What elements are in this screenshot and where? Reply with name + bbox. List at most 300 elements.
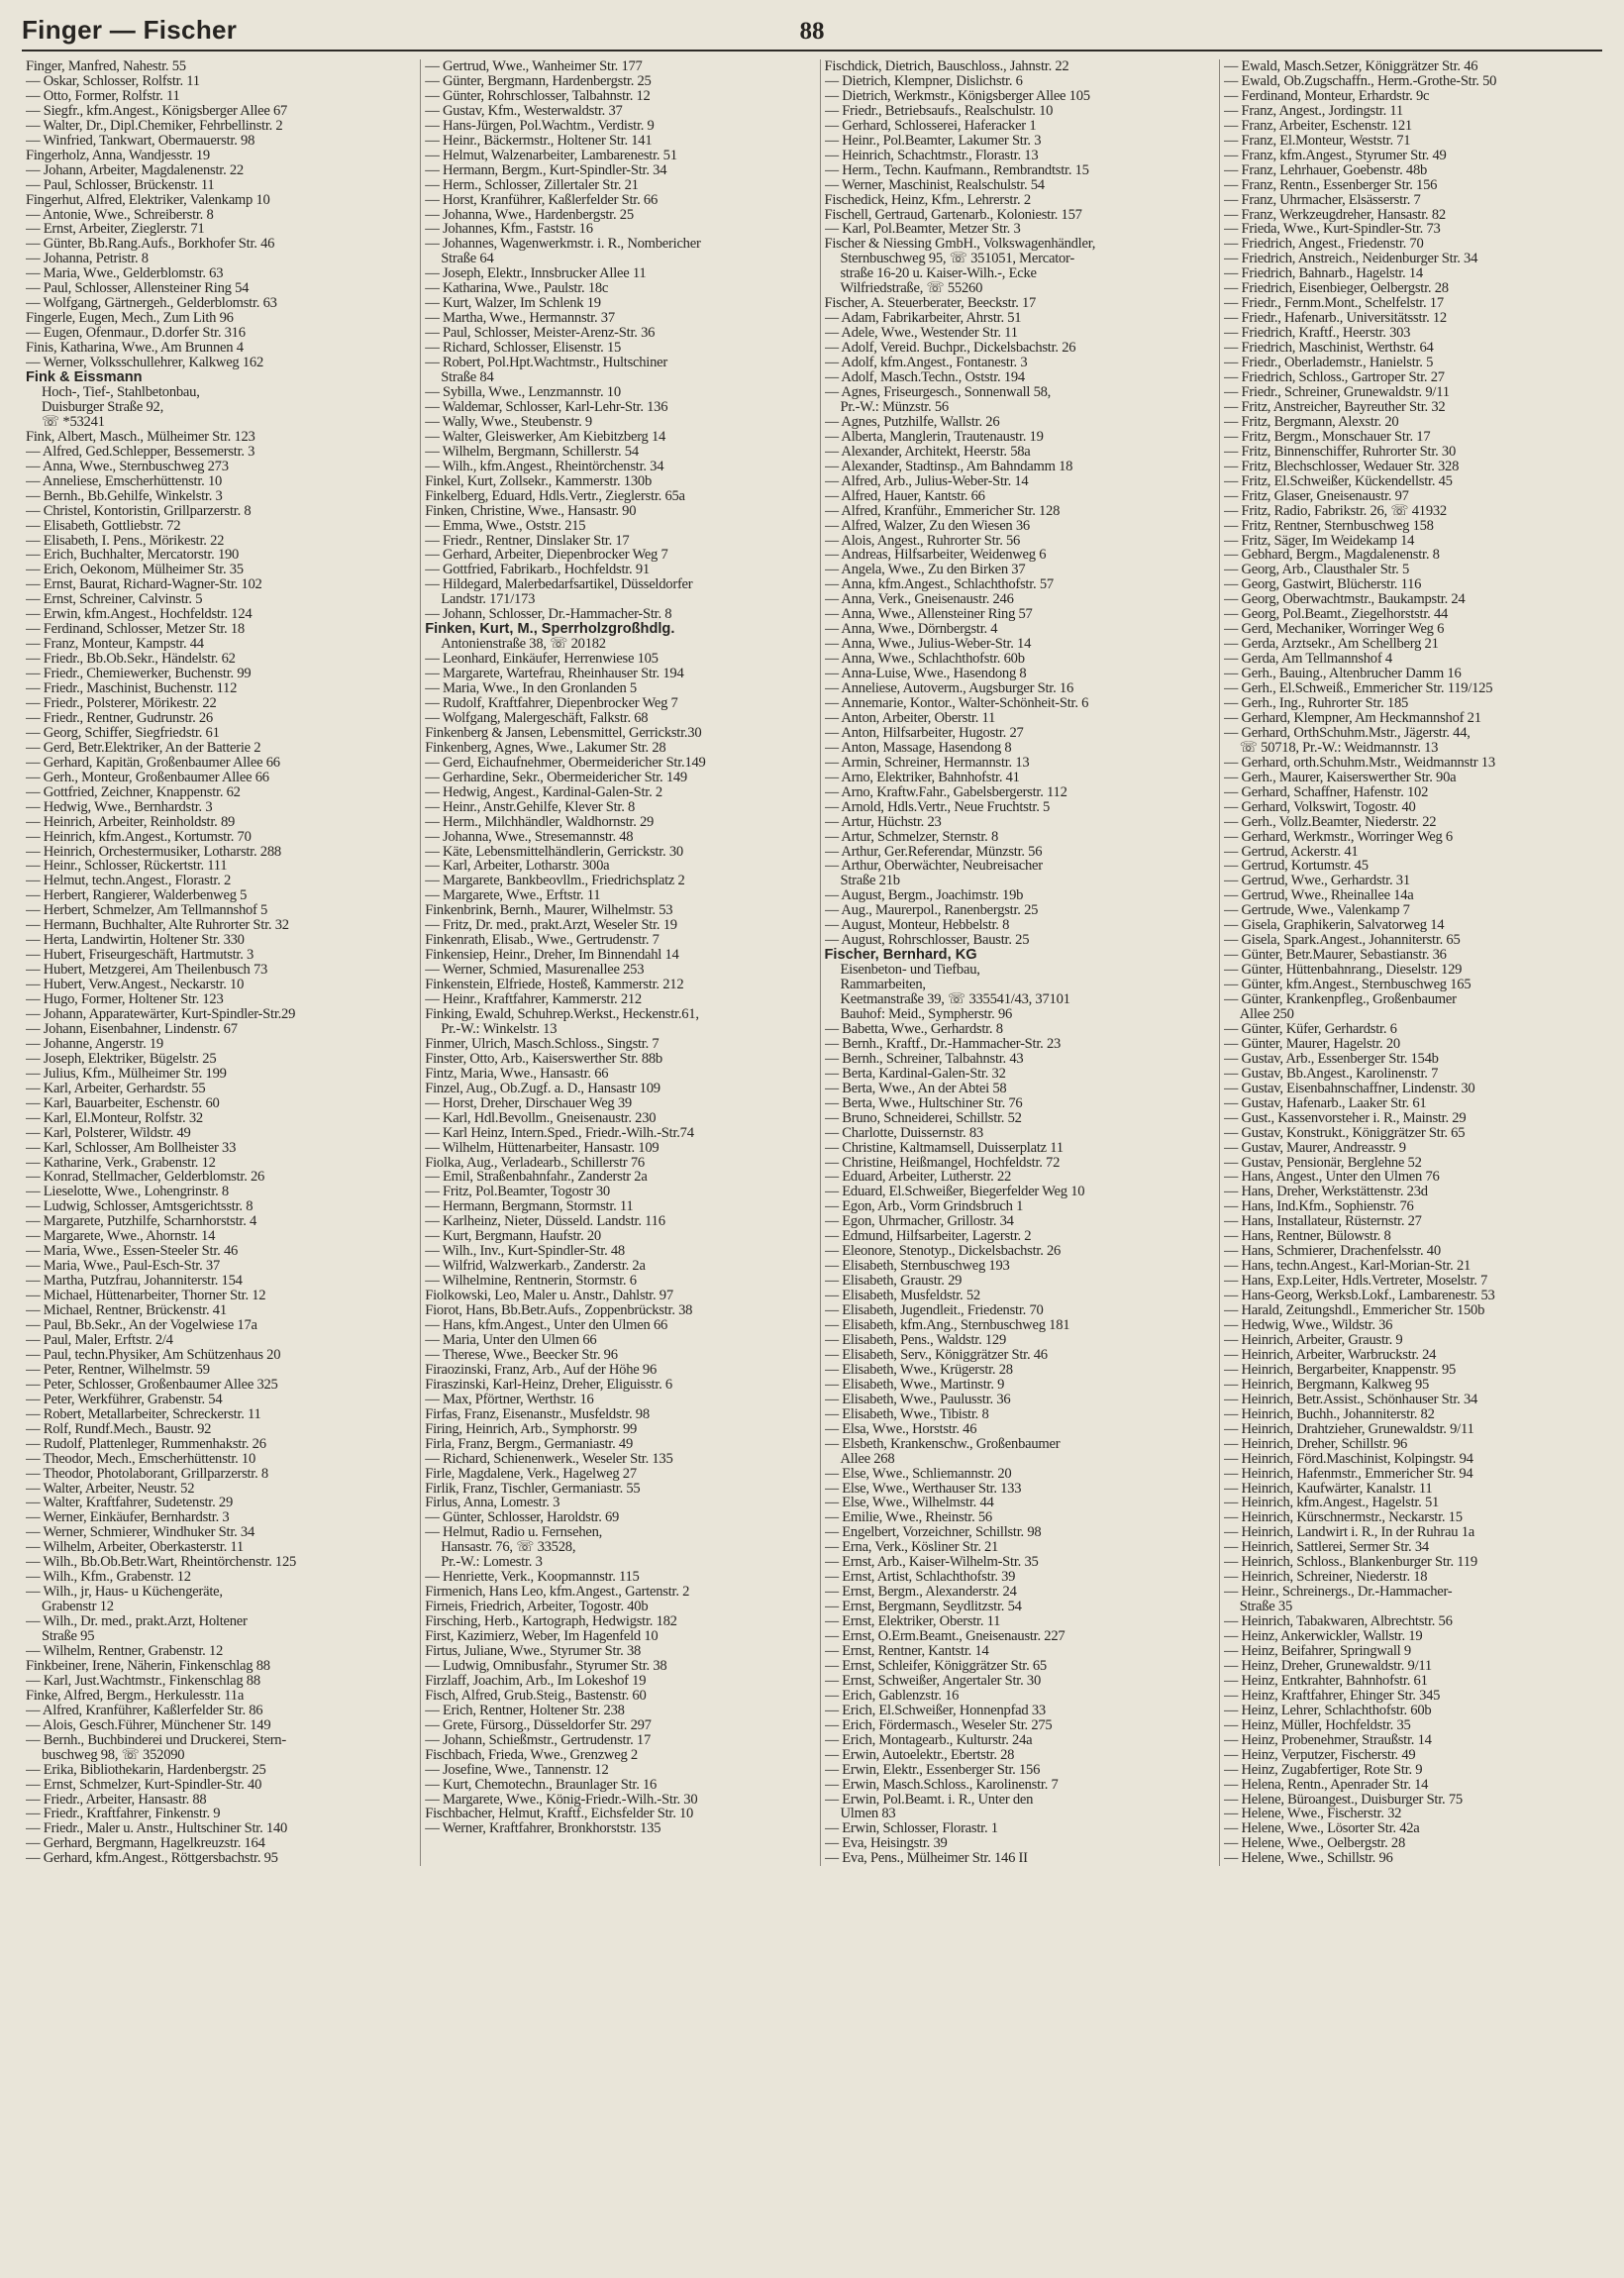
- directory-entry: — Else, Wwe., Werthauser Str. 133: [824, 1481, 1022, 1497]
- directory-entry: Firneis, Friedrich, Arbeiter, Togostr. 40b: [425, 1600, 649, 1615]
- directory-entry: — Ernst, Bergm., Alexanderstr. 24: [824, 1585, 1017, 1601]
- directory-entry: — Heinr., Kraftfahrer, Kammerstr. 212: [425, 992, 642, 1007]
- directory-entry: Finke, Alfred, Bergm., Herkulesstr. 11a: [26, 1688, 245, 1704]
- directory-entry: — Hans, kfm.Angest., Unter den Ulmen 66: [425, 1318, 668, 1333]
- directory-entry: — Alfred, Ged.Schlepper, Bessemerstr. 3: [26, 444, 255, 460]
- directory-entry: — Heinrich, Hafenmstr., Emmericher Str. 94: [1223, 1466, 1473, 1482]
- directory-entry: — Heinrich, Sattlerei, Sermer Str. 34: [1223, 1540, 1429, 1556]
- directory-entry: Fischer & Niessing GmbH., Volkswagenhändler,: [824, 237, 1096, 253]
- directory-entry: — Gerhard, Bergmann, Hagelkreuzstr. 164: [26, 1836, 265, 1852]
- directory-entry: — Hermann, Buchhalter, Alte Ruhrorter Str. 32: [26, 918, 289, 934]
- directory-entry: — Alberta, Manglerin, Trautenaustr. 19: [824, 429, 1044, 445]
- directory-entry: — Elisabeth, I. Pens., Mörikestr. 22: [26, 533, 225, 549]
- directory-entry: — Gerh., Ing., Ruhrorter Str. 185: [1223, 695, 1409, 711]
- directory-entry: — Antonie, Wwe., Schreiberstr. 8: [26, 207, 214, 223]
- directory-entry: — Erwin, Schlosser, Florastr. 1: [824, 1821, 998, 1837]
- directory-entry: — Gerhard, kfm.Angest., Röttgersbachstr. 95: [26, 1851, 278, 1867]
- directory-entry: — Erich, El.Schweißer, Honnenpfad 33: [824, 1703, 1046, 1718]
- directory-entry: — Karl Heinz, Intern.Sped., Friedr.-Wilh.-Str.74: [425, 1125, 694, 1141]
- directory-entry: — Egon, Uhrmacher, Grillostr. 34: [824, 1214, 1014, 1230]
- directory-entry: — Friedr., Rentner, Dinslaker Str. 17: [425, 533, 630, 549]
- directory-entry: — Erwin, Elektr., Essenberger Str. 156: [824, 1762, 1041, 1778]
- directory-entry: — Helene, Wwe., Schillstr. 96: [1223, 1851, 1393, 1867]
- directory-entry: — Johann, Schießmstr., Gertrudenstr. 17: [425, 1732, 652, 1748]
- directory-entry: Fink, Albert, Masch., Mülheimer Str. 123: [26, 429, 255, 445]
- directory-entry: — Wilhelm, Hüttenarbeiter, Hansastr. 109: [425, 1140, 660, 1156]
- directory-entry: — Alfred, Hauer, Kantstr. 66: [824, 488, 985, 504]
- directory-entry: — Alois, Gesch.Führer, Münchener Str. 149: [26, 1717, 271, 1733]
- directory-entry: — Karl, Arbeiter, Lotharstr. 300a: [425, 859, 610, 875]
- entry-continuation: Grabenstr 12: [42, 1600, 114, 1615]
- directory-entry: — Heinr., Schlosser, Rückertstr. 111: [26, 859, 228, 875]
- directory-entry: — Elisabeth, Wwe., Martinstr. 9: [824, 1377, 1005, 1393]
- directory-entry: — Heinrich, Landwirt i. R., In der Ruhrau 1a: [1223, 1525, 1474, 1541]
- directory-entry: — Karl, El.Monteur, Rolfstr. 32: [26, 1110, 203, 1126]
- directory-entry: — Adele, Wwe., Westender Str. 11: [824, 326, 1018, 342]
- directory-entry: — Gerhard, Volkswirt, Togostr. 40: [1223, 799, 1416, 815]
- entry-continuation: Eisenbeton- und Tiefbau,: [840, 963, 980, 979]
- directory-entry: — Waldemar, Schlosser, Karl-Lehr-Str. 136: [425, 399, 668, 415]
- directory-entry: — Ernst, Bergmann, Seydlitzstr. 54: [824, 1600, 1022, 1615]
- directory-entry: — Herm., Milchhändler, Waldhornstr. 29: [425, 814, 655, 830]
- directory-entry: Finis, Katharina, Wwe., Am Brunnen 4: [26, 341, 244, 357]
- directory-entry: — Franz, Arbeiter, Eschenstr. 121: [1223, 118, 1412, 134]
- directory-entry: — Wilhelm, Arbeiter, Oberkasterstr. 11: [26, 1540, 244, 1556]
- directory-entry: — Adolf, Vereid. Buchpr., Dickelsbachstr. 26: [824, 341, 1076, 357]
- directory-entry: — Johanna, Wwe., Stresemannstr. 48: [425, 829, 634, 845]
- directory-entry: — Michael, Hüttenarbeiter, Thorner Str. 12: [26, 1289, 266, 1304]
- directory-entry: — Gerhard, Werkmstr., Worringer Weg 6: [1223, 829, 1453, 845]
- directory-entry: — Konrad, Stellmacher, Gelderblomstr. 26: [26, 1170, 265, 1186]
- directory-entry: — Friedrich, Kraftf., Heerstr. 303: [1223, 326, 1411, 342]
- directory-entry: — Walter, Arbeiter, Neustr. 52: [26, 1481, 195, 1497]
- directory-entry: — Franz, Werkzeugdreher, Hansastr. 82: [1223, 207, 1446, 223]
- directory-entry: — Friedr., Maler u. Anstr., Hultschiner Str. 140: [26, 1821, 288, 1837]
- directory-entry: — Ernst, O.Erm.Beamt., Gneisenaustr. 227: [824, 1629, 1066, 1644]
- directory-entry: Fingerle, Eugen, Mech., Zum Lith 96: [26, 311, 234, 327]
- directory-entry: — Gerh., El.Schweiß., Emmericher Str. 119/125: [1223, 681, 1493, 696]
- entry-continuation: Sternbuschweg 95, ☏ 351051, Mercator-: [840, 252, 1074, 267]
- directory-entry: — Hubert, Friseurgeschäft, Hartmutstr. 3: [26, 948, 254, 964]
- directory-entry: — Fritz, Glaser, Gneisenaustr. 97: [1223, 488, 1409, 504]
- directory-entry: — Maria, Unter den Ulmen 66: [425, 1332, 597, 1348]
- directory-entry: — Gerhard, Kapitän, Großenbaumer Allee 66: [26, 755, 280, 771]
- directory-entry: — Anna, kfm.Angest., Schlachthofstr. 57: [824, 577, 1054, 593]
- directory-entry: — Berta, Wwe., An der Abtei 58: [824, 1081, 1007, 1096]
- directory-entry: — Käte, Lebensmittelhändlerin, Gerrickstr. 30: [425, 844, 683, 860]
- directory-entry: — Georg, Schiffer, Siegfriedstr. 61: [26, 725, 220, 741]
- directory-entry: — Franz, El.Monteur, Weststr. 71: [1223, 133, 1411, 149]
- directory-entry: — Margarete, Putzhilfe, Scharnhorststr. 4: [26, 1214, 257, 1230]
- directory-entry: — Katharine, Verk., Grabenstr. 12: [26, 1155, 216, 1171]
- directory-entry: — Alfred, Kranführer, Kaßlerfelder Str. 86: [26, 1703, 263, 1718]
- directory-entry: — Friedr., Schreiner, Grunewaldstr. 9/11: [1223, 384, 1450, 400]
- directory-entry: — Kurt, Chemotechn., Braunlager Str. 16: [425, 1777, 658, 1793]
- directory-entry: — Horst, Dreher, Dirschauer Weg 39: [425, 1095, 632, 1111]
- directory-entry: — Erich, Oekonom, Mülheimer Str. 35: [26, 563, 244, 578]
- directory-entry: — Josefine, Wwe., Tannenstr. 12: [425, 1762, 609, 1778]
- directory-entry: — Eduard, Arbeiter, Lutherstr. 22: [824, 1170, 1012, 1186]
- directory-entry: — Werner, Kraftfahrer, Bronkhorststr. 135: [425, 1821, 661, 1837]
- directory-entry: — Friedr., Chemiewerker, Buchenstr. 99: [26, 667, 252, 682]
- running-title: Finger — Fischer: [22, 15, 238, 45]
- directory-entry: — Wolfgang, Malergeschäft, Falkstr. 68: [425, 710, 649, 726]
- directory-entry: — Friedrich, Anstreich., Neidenburger Str. 34: [1223, 252, 1478, 267]
- directory-entry: — Elisabeth, Serv., Königgrätzer Str. 46: [824, 1347, 1048, 1363]
- directory-entry: — Hans, Rentner, Bülowstr. 8: [1223, 1229, 1391, 1245]
- directory-entry: — Elsa, Wwe., Horststr. 46: [824, 1421, 977, 1437]
- directory-entry: — Lieselotte, Wwe., Lohengrinstr. 8: [26, 1185, 229, 1200]
- directory-entry: — Gerh., Monteur, Großenbaumer Allee 66: [26, 770, 269, 785]
- directory-entry: Finkbeiner, Irene, Näherin, Finkenschlag 88: [26, 1658, 270, 1674]
- directory-entry: — Gustav, Konstrukt., Königgrätzer Str. 65: [1223, 1125, 1466, 1141]
- directory-entry: — Wilhelm, Bergmann, Schillerstr. 54: [425, 444, 639, 460]
- directory-entry: — Alexander, Stadtinsp., Am Bahndamm 18: [824, 459, 1073, 474]
- directory-entry: — Johannes, Wagenwerkmstr. i. R., Nombericher: [425, 237, 701, 253]
- directory-entry: — Gerhard, Schaffner, Hafenstr. 102: [1223, 784, 1429, 800]
- directory-entry: — Gerda, Arztsekr., Am Schellberg 21: [1223, 637, 1439, 653]
- directory-entry: — Hans, Dreher, Werkstättenstr. 23d: [1223, 1185, 1428, 1200]
- entry-continuation: Keetmanstraße 39, ☏ 335541/43, 37101: [840, 992, 1070, 1007]
- directory-entry: — Arno, Kraftw.Fahr., Gabelsbergerstr. 112: [824, 784, 1067, 800]
- directory-entry: Finzel, Aug., Ob.Zugf. a. D., Hansastr 109: [425, 1081, 660, 1096]
- entry-continuation: Bauhof: Meid., Sympherstr. 96: [840, 1007, 1013, 1022]
- directory-entry: — Gustav, Pensionär, Berglehne 52: [1223, 1155, 1422, 1171]
- directory-entry: — Max, Pförtner, Werthstr. 16: [425, 1392, 594, 1407]
- directory-entry: — Heinrich, Arbeiter, Warbruckstr. 24: [1223, 1347, 1437, 1363]
- directory-entry: — Peter, Rentner, Wilhelmstr. 59: [26, 1362, 210, 1378]
- directory-entry: — Heinz, Verputzer, Fischerstr. 49: [1223, 1747, 1416, 1763]
- directory-entry: — Ernst, Schmelzer, Kurt-Spindler-Str. 40: [26, 1777, 262, 1793]
- directory-entry: — Johannes, Kfm., Faststr. 16: [425, 222, 593, 238]
- directory-entry: — Margarete, Wwe., König-Friedr.-Wilh.-Str. 30: [425, 1792, 698, 1808]
- directory-entry: — Berta, Wwe., Hultschiner Str. 76: [824, 1095, 1023, 1111]
- entry-continuation: buschweg 98, ☏ 352090: [42, 1747, 185, 1763]
- directory-entry: Firfas, Franz, Eisenanstr., Musfeldstr. 98: [425, 1406, 650, 1422]
- directory-entry: — Herbert, Schmelzer, Am Tellmannshof 5: [26, 903, 268, 919]
- directory-entry: — Heinrich, Arbeiter, Reinholdstr. 89: [26, 814, 236, 830]
- directory-entry: — Ferdinand, Monteur, Erhardstr. 9c: [1223, 88, 1430, 104]
- directory-entry: — Alfred, Walzer, Zu den Wiesen 36: [824, 518, 1030, 534]
- directory-entry: — Helena, Rentn., Apenrader Str. 14: [1223, 1777, 1429, 1793]
- directory-entry: — Heinrich, Förd.Maschinist, Kolpingstr. 94: [1223, 1451, 1473, 1467]
- directory-entry: — Johann, Apparatewärter, Kurt-Spindler-Str.29: [26, 1007, 296, 1022]
- directory-entry: — Karl, Just.Wachtmstr., Finkenschlag 88: [26, 1673, 260, 1689]
- directory-entry: — Heinz, Zugabfertiger, Rote Str. 9: [1223, 1762, 1423, 1778]
- directory-entry: — Hans, Schmierer, Drachenfelsstr. 40: [1223, 1244, 1441, 1260]
- directory-entry: — Johann, Arbeiter, Magdalenenstr. 22: [26, 162, 244, 178]
- directory-entry: — Hans, Installateur, Rüsternstr. 27: [1223, 1214, 1422, 1230]
- directory-entry: — Günter, Schlosser, Haroldstr. 69: [425, 1510, 620, 1526]
- directory-entry: — Otto, Former, Rolfstr. 11: [26, 88, 180, 104]
- directory-entry: — Günter, Bergmann, Hardenbergstr. 25: [425, 73, 652, 89]
- directory-column-1: [22, 59, 404, 1866]
- directory-entry: — Johann, Schlosser, Dr.-Hammacher-Str. 8: [425, 607, 672, 623]
- directory-entry: — Agnes, Putzhilfe, Wallstr. 26: [824, 414, 1000, 430]
- directory-entry: Firtus, Juliane, Wwe., Styrumer Str. 38: [425, 1643, 642, 1659]
- directory-entry: — Gottfried, Fabrikarb., Hochfeldstr. 91: [425, 563, 650, 578]
- directory-entry: — Walter, Gleiswerker, Am Kiebitzberg 14: [425, 429, 666, 445]
- directory-entry: — Ernst, Rentner, Kantstr. 14: [824, 1643, 989, 1659]
- directory-entry: — Gisela, Graphikerin, Salvatorweg 14: [1223, 918, 1445, 934]
- directory-entry: First, Kazimierz, Weber, Im Hagenfeld 10: [425, 1629, 659, 1644]
- directory-entry: — Elisabeth, Wwe., Tibistr. 8: [824, 1406, 989, 1422]
- directory-entry: — Karl, Bauarbeiter, Eschenstr. 60: [26, 1095, 220, 1111]
- directory-entry: — Gerhard, Arbeiter, Diepenbrocker Weg 7: [425, 548, 668, 564]
- directory-entry: — Peter, Schlosser, Großenbaumer Allee 325: [26, 1377, 278, 1393]
- directory-entry: Finking, Ewald, Schuhrep.Werkst., Heckenstr.61,: [425, 1007, 699, 1022]
- directory-entry: Firle, Magdalene, Verk., Hagelweg 27: [425, 1466, 637, 1482]
- directory-entry: Finger, Manfred, Nahestr. 55: [26, 59, 186, 74]
- directory-entry: — Heinz, Beifahrer, Springwall 9: [1223, 1643, 1411, 1659]
- directory-entry: — Siegfr., kfm.Angest., Königsberger Allee 67: [26, 103, 288, 119]
- directory-entry: Firlik, Franz, Tischler, Germaniastr. 55: [425, 1481, 641, 1497]
- directory-entry: — Wilh., jr, Haus- u Küchengeräte,: [26, 1585, 223, 1601]
- entry-continuation: Straße 95: [42, 1629, 95, 1644]
- directory-entry: — Elisabeth, Wwe., Krügerstr. 28: [824, 1362, 1013, 1378]
- directory-entry: — Erich, Fördermasch., Weseler Str. 275: [824, 1717, 1053, 1733]
- directory-entry: — Erna, Verk., Kösliner Str. 21: [824, 1540, 999, 1556]
- entry-continuation: Landstr. 171/173: [441, 592, 536, 608]
- directory-entry: Finkenrath, Elisab., Wwe., Gertrudenstr. 7: [425, 933, 660, 949]
- directory-entry: — Heinr., Bäckermstr., Holtener Str. 141: [425, 133, 653, 149]
- directory-entry: — Gertrud, Wwe., Rheinallee 14a: [1223, 888, 1414, 904]
- directory-entry: — Werner, Volksschullehrer, Kalkweg 162: [26, 356, 264, 371]
- directory-entry: — Katharina, Wwe., Paulstr. 18c: [425, 281, 609, 297]
- directory-entry: Finkenstein, Elfriede, Hosteß, Kammerstr. 212: [425, 978, 684, 993]
- directory-entry: — Heinz, Lehrer, Schlachthofstr. 60b: [1223, 1703, 1432, 1718]
- directory-entry: — Christine, Heißmangel, Hochfeldstr. 72: [824, 1155, 1061, 1171]
- directory-entry: — Elisabeth, kfm.Ang., Sternbuschweg 181: [824, 1318, 1070, 1333]
- directory-entry: — Friedrich, Schloss., Gartroper Str. 27: [1223, 370, 1445, 385]
- directory-entry: — Johann, Eisenbahner, Lindenstr. 67: [26, 1021, 238, 1037]
- directory-entry: Finkenbrink, Bernh., Maurer, Wilhelmstr. 53: [425, 903, 673, 919]
- directory-entry: Fiorot, Hans, Bb.Betr.Aufs., Zoppenbrückstr. 38: [425, 1303, 693, 1319]
- directory-entry: Firaszinski, Karl-Heinz, Dreher, Eliguisstr. 6: [425, 1377, 672, 1393]
- directory-entry: — Elisabeth, Wwe., Paulusstr. 36: [824, 1392, 1011, 1407]
- entry-continuation: Straße 84: [441, 370, 494, 385]
- directory-entry: — Ewald, Masch.Setzer, Königgrätzer Str. 46: [1223, 59, 1478, 74]
- directory-entry: — Adam, Fabrikarbeiter, Ahrstr. 51: [824, 311, 1022, 327]
- directory-entry: — Wilh., Inv., Kurt-Spindler-Str. 48: [425, 1244, 625, 1260]
- directory-entry: — Hans, techn.Angest., Karl-Morian-Str. 21: [1223, 1259, 1472, 1275]
- directory-entry: — Heinz, Müller, Hochfeldstr. 35: [1223, 1717, 1411, 1733]
- directory-entry: — Else, Wwe., Wilhelmstr. 44: [824, 1496, 994, 1511]
- directory-entry: — Fritz, Rentner, Sternbuschweg 158: [1223, 518, 1434, 534]
- firm-entry-heading: Fischer, Bernhard, KG: [824, 948, 977, 964]
- directory-entry: — Werner, Schmierer, Windhuker Str. 34: [26, 1525, 255, 1541]
- directory-entry: — Franz, kfm.Angest., Styrumer Str. 49: [1223, 148, 1447, 163]
- directory-entry: — Hermann, Bergm., Kurt-Spindler-Str. 34: [425, 162, 667, 178]
- directory-entry: — Egon, Arb., Vorm Grindsbruch 1: [824, 1199, 1024, 1215]
- directory-entry: — Andreas, Hilfsarbeiter, Weidenweg 6: [824, 548, 1047, 564]
- directory-entry: Finkel, Kurt, Zollsekr., Kammerstr. 130b: [425, 473, 652, 489]
- directory-entry: — Fritz, Radio, Fabrikstr. 26, ☏ 41932: [1223, 503, 1447, 519]
- directory-entry: — Fritz, Bergm., Monschauer Str. 17: [1223, 429, 1431, 445]
- directory-entry: — Friedr., Fernm.Mont., Schelfelstr. 17: [1223, 296, 1444, 312]
- directory-entry: — Maria, Wwe., Essen-Steeler Str. 46: [26, 1244, 239, 1260]
- directory-entry: — Friedrich, Maschinist, Werthstr. 64: [1223, 341, 1434, 357]
- directory-entry: — Heinrich, Tabakwaren, Albrechtstr. 56: [1223, 1614, 1453, 1630]
- entry-continuation: Rammarbeiten,: [840, 978, 926, 993]
- directory-entry: — Gerd, Betr.Elektriker, An der Batterie 2: [26, 740, 261, 756]
- directory-entry: — Wilhelmine, Rentnerin, Stormstr. 6: [425, 1274, 637, 1290]
- directory-entry: — Werner, Einkäufer, Bernhardstr. 3: [26, 1510, 230, 1526]
- directory-entry: — Günter, Küfer, Gerhardstr. 6: [1223, 1021, 1397, 1037]
- directory-entry: — Christel, Kontoristin, Grillparzerstr. 8: [26, 503, 252, 519]
- directory-entry: — Ernst, Schreiner, Calvinstr. 5: [26, 592, 203, 608]
- directory-entry: — Helene, Wwe., Oelbergstr. 28: [1223, 1836, 1406, 1852]
- directory-entry: — Ferdinand, Schlosser, Metzer Str. 18: [26, 622, 245, 638]
- entry-continuation: Duisburger Straße 92,: [42, 399, 163, 415]
- directory-entry: — Harald, Zeitungshdl., Emmericher Str. 150b: [1223, 1303, 1485, 1319]
- directory-entry: Finmer, Ulrich, Masch.Schloss., Singstr. 7: [425, 1036, 660, 1052]
- directory-entry: — Heinrich, Dreher, Schillstr. 96: [1223, 1436, 1408, 1452]
- directory-entry: — Fritz, Anstreicher, Bayreuther Str. 32: [1223, 399, 1446, 415]
- directory-entry: — Heinrich, Bergmann, Kalkweg 95: [1223, 1377, 1430, 1393]
- directory-entry: — Helene, Büroangest., Duisburger Str. 75: [1223, 1792, 1463, 1808]
- directory-entry: — Edmund, Hilfsarbeiter, Lagerstr. 2: [824, 1229, 1032, 1245]
- directory-entry: — Günter, Rohrschlosser, Talbahnstr. 12: [425, 88, 651, 104]
- directory-entry: — Gerhard, orth.Schuhm.Mstr., Weidmannstr 13: [1223, 755, 1495, 771]
- directory-entry: — Herta, Landwirtin, Holtener Str. 330: [26, 933, 245, 949]
- directory-entry: — Johanna, Petristr. 8: [26, 252, 149, 267]
- directory-entry: — Anneliese, Emscherhüttenstr. 10: [26, 473, 223, 489]
- directory-entry: — Bruno, Schneiderei, Schillstr. 52: [824, 1110, 1022, 1126]
- entry-continuation: Pr.-W.: Winkelstr. 13: [441, 1021, 558, 1037]
- directory-entry: — Hubert, Verw.Angest., Neckarstr. 10: [26, 978, 245, 993]
- directory-entry: — Anna, Verk., Gneisenaustr. 246: [824, 592, 1014, 608]
- directory-entry: — Engelbert, Vorzeichner, Schillstr. 98: [824, 1525, 1042, 1541]
- directory-entry: — Hans-Jürgen, Pol.Wachtm., Verdistr. 9: [425, 118, 655, 134]
- directory-entry: — Günter, Maurer, Hagelstr. 20: [1223, 1036, 1400, 1052]
- directory-entry: — Hedwig, Angest., Kardinal-Galen-Str. 2: [425, 784, 662, 800]
- directory-entry: — Margarete, Wwe., Erftstr. 11: [425, 888, 601, 904]
- directory-entry: — Wilh., kfm.Angest., Rheintörchenstr. 34: [425, 459, 664, 474]
- directory-entry: — Ernst, Arbeiter, Zieglerstr. 71: [26, 222, 205, 238]
- directory-entry: — Anna, Wwe., Allensteiner Ring 57: [824, 607, 1033, 623]
- directory-entry: — Karl, Schlosser, Am Bollheister 33: [26, 1140, 237, 1156]
- directory-column-2: [420, 59, 803, 1866]
- directory-entry: — Henriette, Verk., Koopmannstr. 115: [425, 1570, 640, 1586]
- directory-entry: — Wilh., Dr. med., prakt.Arzt, Holtener: [26, 1614, 248, 1630]
- directory-entry: — Richard, Schienenwerk., Weseler Str. 135: [425, 1451, 673, 1467]
- directory-entry: — Margarete, Bankbeovllm., Friedrichsplatz 2: [425, 874, 685, 889]
- directory-entry: — Robert, Metallarbeiter, Schreckerstr. 11: [26, 1406, 261, 1422]
- directory-entry: — Friedr., Kraftfahrer, Finkenstr. 9: [26, 1807, 221, 1822]
- directory-entry: — Elisabeth, Musfeldstr. 52: [824, 1289, 980, 1304]
- directory-entry: — Ernst, Schweißer, Angertaler Str. 30: [824, 1673, 1042, 1689]
- directory-entry: — Heinrich, Schachtmstr., Florastr. 13: [824, 148, 1039, 163]
- directory-entry: — Arthur, Oberwächter, Neubreisacher: [824, 859, 1043, 875]
- directory-entry: — Gerhard, Schlosserei, Haferacker 1: [824, 118, 1037, 134]
- directory-entry: — Gerhard, Klempner, Am Heckmannshof 21: [1223, 710, 1481, 726]
- directory-entry: Fischer, A. Steuerberater, Beeckstr. 17: [824, 296, 1037, 312]
- directory-entry: — Hans, Angest., Unter den Ulmen 76: [1223, 1170, 1440, 1186]
- directory-entry: — Elisabeth, Graustr. 29: [824, 1274, 963, 1290]
- directory-entry: — Wilfrid, Walzwerkarb., Zanderstr. 2a: [425, 1259, 646, 1275]
- directory-entry: — Arnold, Hdls.Vertr., Neue Fruchtstr. 5: [824, 799, 1051, 815]
- directory-entry: — Paul, Bb.Sekr., An der Vogelwiese 17a: [26, 1318, 257, 1333]
- directory-entry: — Heinz, Probenehmer, Straußstr. 14: [1223, 1732, 1432, 1748]
- directory-entry: Fingerholz, Anna, Wandjesstr. 19: [26, 148, 210, 163]
- directory-entry: Firaozinski, Franz, Arb., Auf der Höhe 96: [425, 1362, 657, 1378]
- directory-entry: — Friedr., Bb.Ob.Sekr., Händelstr. 62: [26, 652, 236, 668]
- directory-entry: — Dietrich, Klempner, Dislichstr. 6: [824, 73, 1023, 89]
- directory-entry: — Herbert, Rangierer, Walderbenweg 5: [26, 888, 248, 904]
- directory-entry: — Helene, Wwe., Fischerstr. 32: [1223, 1807, 1402, 1822]
- directory-entry: — Gerd, Mechaniker, Worringer Weg 6: [1223, 622, 1445, 638]
- directory-entry: — Margarete, Wwe., Ahornstr. 14: [26, 1229, 216, 1245]
- entry-continuation: Straße 21b: [840, 874, 900, 889]
- entry-continuation: Antonienstraße 38, ☏ 20182: [441, 637, 606, 653]
- directory-entry: — Georg, Pol.Beamt., Ziegelhorststr. 44: [1223, 607, 1449, 623]
- directory-entry: — Gottfried, Zeichner, Knappenstr. 62: [26, 784, 241, 800]
- directory-entry: — Wilh., Bb.Ob.Betr.Wart, Rheintörchenstr. 125: [26, 1555, 297, 1571]
- directory-entry: — Berta, Kardinal-Galen-Str. 32: [824, 1066, 1006, 1082]
- directory-entry: Fischdick, Dietrich, Bauschloss., Jahnstr. 22: [824, 59, 1069, 74]
- directory-entry: — August, Rohrschlosser, Baustr. 25: [824, 933, 1030, 949]
- directory-entry: — Emil, Straßenbahnfahr., Zanderstr 2a: [425, 1170, 648, 1186]
- directory-entry: — Gerda, Am Tellmannshof 4: [1223, 652, 1392, 668]
- directory-entry: — Erich, Buchhalter, Mercatorstr. 190: [26, 548, 240, 564]
- directory-entry: — Heinrich, Kürschnermstr., Neckarstr. 15: [1223, 1510, 1463, 1526]
- directory-entry: — Heinr., Schreinergs., Dr.-Hammacher-: [1223, 1585, 1453, 1601]
- directory-entry: — Kurt, Bergmann, Haufstr. 20: [425, 1229, 601, 1245]
- directory-entry: — Friedr., Polsterer, Mörikestr. 22: [26, 695, 217, 711]
- directory-entry: — Gust., Kassenvorsteher i. R., Mainstr. 29: [1223, 1110, 1467, 1126]
- directory-entry: — Maria, Wwe., In den Gronlanden 5: [425, 681, 637, 696]
- directory-entry: — Friedrich, Angest., Friedenstr. 70: [1223, 237, 1424, 253]
- directory-entry: — Robert, Pol.Hpt.Wachtmstr., Hultschiner: [425, 356, 667, 371]
- directory-entry: — Rudolf, Plattenleger, Rummenhakstr. 26: [26, 1436, 266, 1452]
- directory-entry: Firla, Franz, Bergm., Germaniastr. 49: [425, 1436, 633, 1452]
- directory-entry: Fingerhut, Alfred, Elektriker, Valenkamp 10: [26, 192, 270, 208]
- directory-entry: — Sybilla, Wwe., Lenzmannstr. 10: [425, 384, 621, 400]
- directory-entry: — Oskar, Schlosser, Rolfstr. 11: [26, 73, 200, 89]
- directory-entry: — Erika, Bibliothekarin, Hardenbergstr. 25: [26, 1762, 266, 1778]
- directory-entry: — Babetta, Wwe., Gerhardstr. 8: [824, 1021, 1003, 1037]
- directory-entry: Finkenberg & Jansen, Lebensmittel, Gerrickstr.30: [425, 725, 702, 741]
- directory-entry: Fischbacher, Helmut, Kraftf., Eichsfelder Str. 10: [425, 1807, 694, 1822]
- directory-entry: — Angela, Wwe., Zu den Birken 37: [824, 563, 1026, 578]
- directory-entry: — Rolf, Rundf.Mech., Baustr. 92: [26, 1421, 212, 1437]
- directory-entry: — Eugen, Ofenmaur., D.dorfer Str. 316: [26, 326, 246, 342]
- directory-entry: — Erwin, kfm.Angest., Hochfeldstr. 124: [26, 607, 253, 623]
- directory-entry: — Alfred, Kranführ., Emmericher Str. 128: [824, 503, 1061, 519]
- directory-entry: — Karlheinz, Nieter, Düsseld. Landstr. 116: [425, 1214, 665, 1230]
- directory-entry: — Georg, Arb., Clausthaler Str. 5: [1223, 563, 1410, 578]
- directory-entry: Finster, Otto, Arb., Kaiserswerther Str. 88b: [425, 1051, 662, 1067]
- directory-entry: — Charlotte, Duissernstr. 83: [824, 1125, 983, 1141]
- directory-entry: — Artur, Hüchstr. 23: [824, 814, 942, 830]
- directory-entry: — Horst, Kranführer, Kaßlerfelder Str. 66: [425, 192, 659, 208]
- directory-entry: — Fritz, Binnenschiffer, Ruhrorter Str. 30: [1223, 444, 1457, 460]
- firm-entry-heading: Fink & Eissmann: [26, 370, 143, 385]
- directory-entry: — Anneliese, Autoverm., Augsburger Str. 16: [824, 681, 1073, 696]
- directory-entry: — Agnes, Friseurgesch., Sonnenwall 58,: [824, 384, 1052, 400]
- directory-entry: Finken, Christine, Wwe., Hansastr. 90: [425, 503, 637, 519]
- directory-column-4: [1219, 59, 1602, 1866]
- directory-entry: — Heinrich, kfm.Angest., Kortumstr. 70: [26, 829, 252, 845]
- entry-continuation: Allee 250: [1239, 1007, 1294, 1022]
- directory-entry: — Gisela, Spark.Angest., Johanniterstr. 65: [1223, 933, 1461, 949]
- directory-entry: — Elsbeth, Krankenschw., Großenbaumer: [824, 1436, 1061, 1452]
- directory-entry: — Friedr., Betriebsaufs., Realschulstr. 10: [824, 103, 1054, 119]
- directory-entry: Fiolkowski, Leo, Maler u. Anstr., Dahlstr. 97: [425, 1289, 673, 1304]
- directory-entry: — Anna-Luise, Wwe., Hasendong 8: [824, 667, 1027, 682]
- directory-entry: — Ewald, Ob.Zugschaffn., Herm.-Grothe-Str. 50: [1223, 73, 1497, 89]
